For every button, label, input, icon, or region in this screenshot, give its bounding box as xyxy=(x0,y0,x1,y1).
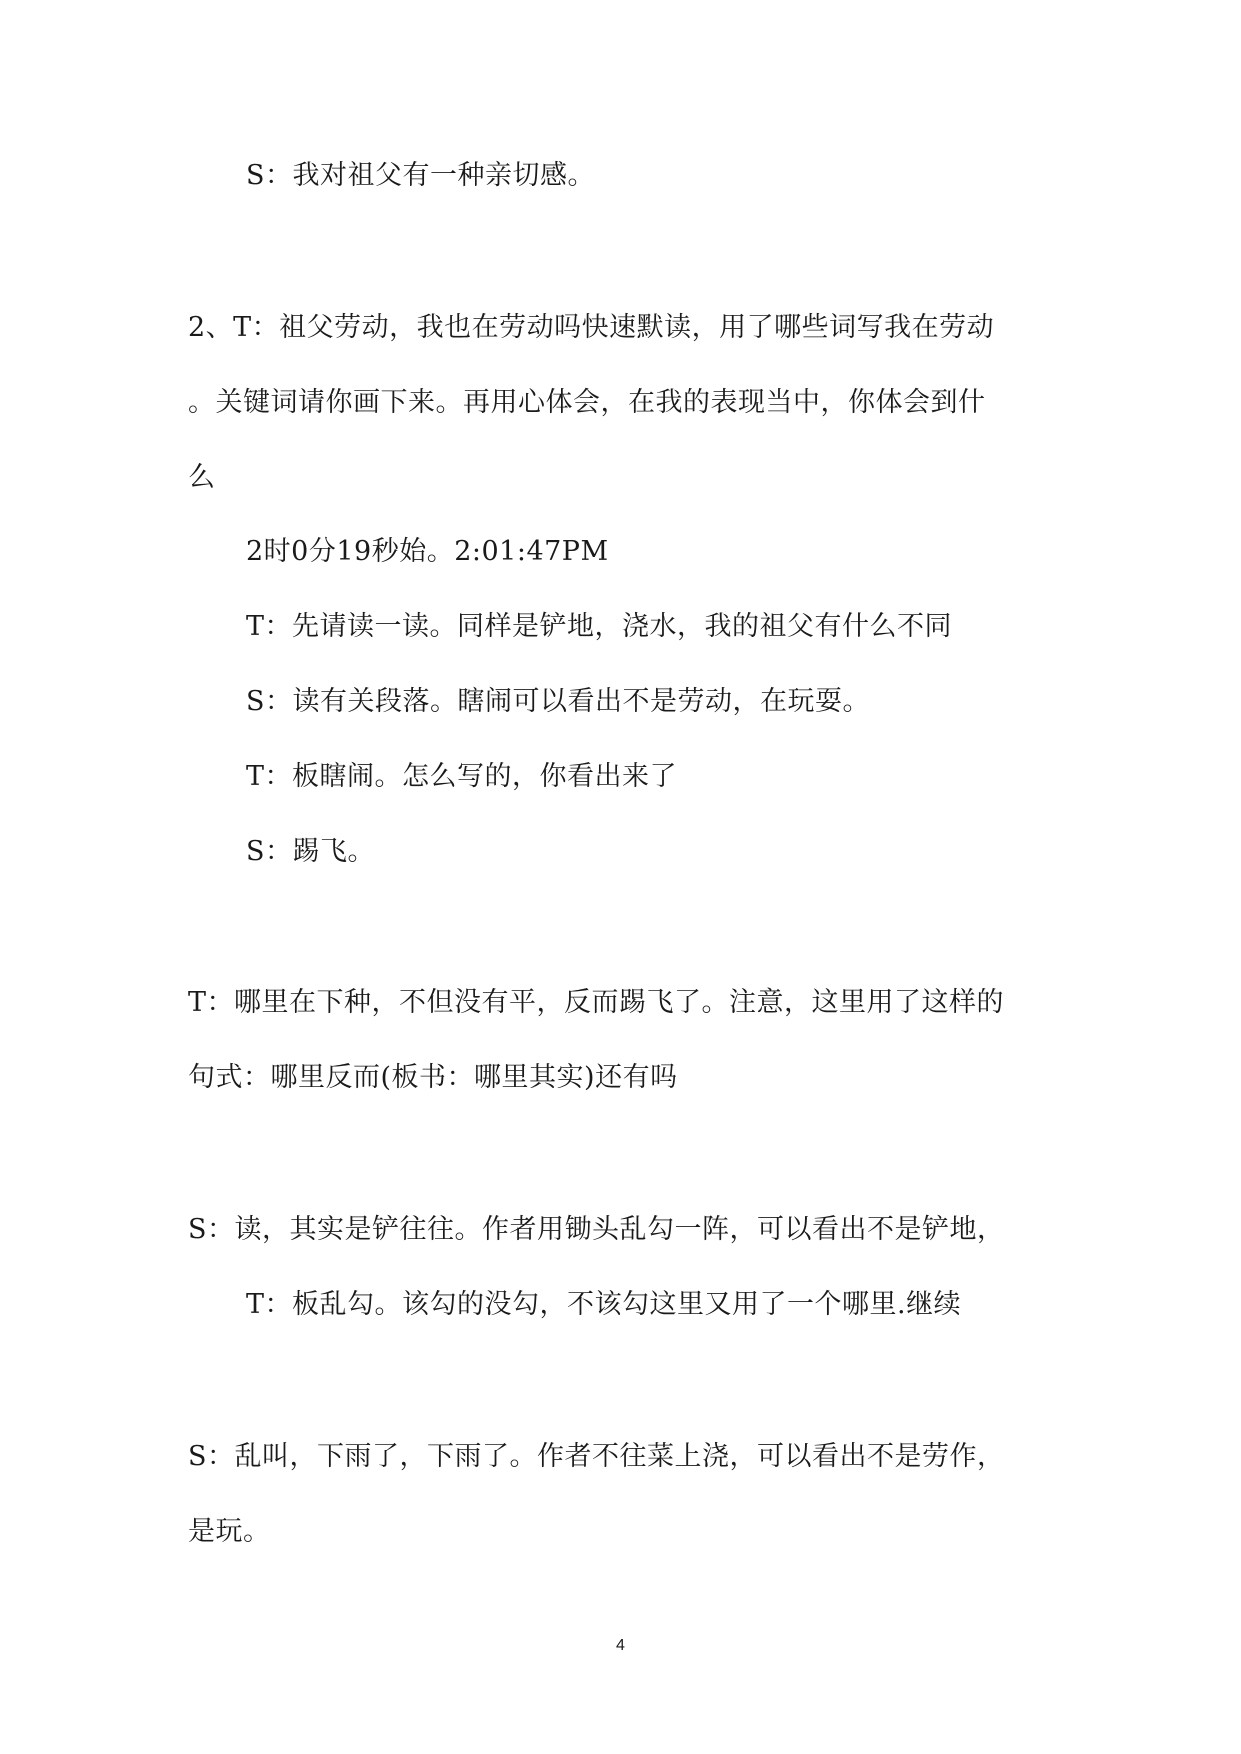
paragraph-teacher-sentence-line-2: 句式：哪里反而(板书：哪里其实)还有吗 xyxy=(188,1062,678,1093)
page-number: 4 xyxy=(616,1637,625,1654)
paragraph-teacher-hook: T：板乱勾。该勾的没勾，不该勾这里又用了一个哪里.继续 xyxy=(246,1289,962,1320)
paragraph-student-kick: S：踢飞。 xyxy=(246,836,375,867)
paragraph-question-2-line-1: 2、T：祖父劳动，我也在劳动吗快速默读，用了哪些词写我在劳动 xyxy=(188,312,995,343)
paragraph-teacher-mess: T：板瞎闹。怎么写的，你看出来了 xyxy=(246,761,678,792)
paragraph-student-read-section: S：读有关段落。瞎闹可以看出不是劳动，在玩耍。 xyxy=(246,686,870,717)
paragraph-question-2-line-3: 么 xyxy=(188,462,216,493)
timestamp-line: 2时0分19秒始。2:01:47PM xyxy=(246,536,609,567)
paragraph-student-closeness: S：我对祖父有一种亲切感。 xyxy=(246,160,595,191)
paragraph-student-hoe: S：读，其实是铲往往。作者用锄头乱勾一阵，可以看出不是铲地， xyxy=(188,1214,1005,1245)
paragraph-student-rain-line-2: 是玩。 xyxy=(188,1516,271,1547)
paragraph-question-2-line-2: 。关键词请你画下来。再用心体会，在我的表现当中，你体会到什 xyxy=(188,387,986,418)
paragraph-teacher-read: T：先请读一读。同样是铲地，浇水，我的祖父有什么不同 xyxy=(246,611,953,642)
paragraph-student-rain-line-1: S：乱叫，下雨了，下雨了。作者不往菜上浇，可以看出不是劳作， xyxy=(188,1441,1005,1472)
paragraph-teacher-sentence-line-1: T：哪里在下种，不但没有平，反而踢飞了。注意，这里用了这样的 xyxy=(188,987,1005,1018)
